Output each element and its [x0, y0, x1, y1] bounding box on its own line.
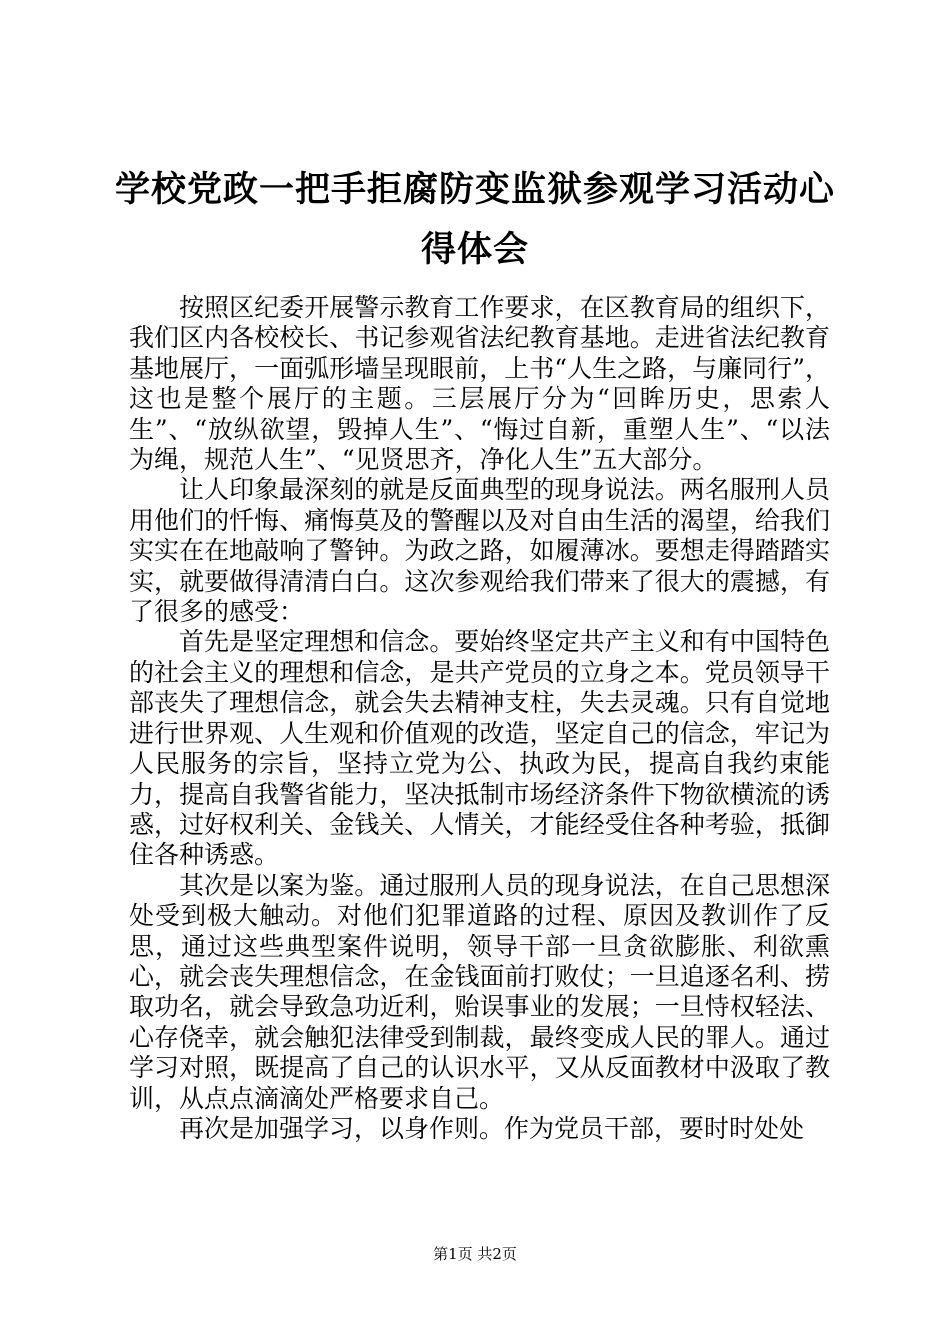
paragraph-4: 其次是以案为鉴。通过服刑人员的现身说法，在自己思想深处受到极大触动。对他们犯罪道路的过程、原因及教训作了反思，通过这些典型案件说明，领导干部一旦贪欲膨胀、利欲熏心，就会丧失理想信念，在金钱面前打败仗；一旦追逐名利、捞取功名，就会导致急功近利，贻误事业的发展；一旦恃权轻法、心存侥幸，就会触犯法律受到制裁，最终变成人民的罪人。通过学习对照，既提高了自己的认识水平，又从反面教材中汲取了教训，从点点滴滴处严格要求自己。 [129, 870, 830, 1113]
paragraph-5: 再次是加强学习，以身作则。作为党员干部，要时时处处 [179, 1113, 805, 1143]
paragraph-1: 按照区纪委开展警示教育工作要求，在区教育局的组织下，我们区内各校校长、书记参观省法纪教育基地。走进省法纪教育基地展厅，一面弧形墙呈现眼前，上书“人生之路，与廉同行”，这也是整个展厅的主题。三层展厅分为“回眸历史，思索人生”、“放纵欲望，毁掉人生”、“悔过自新，重塑人生”、“以法为绳，规范人生”、“见贤思齐，净化人生”五大部分。 [129, 293, 830, 475]
page-number-footer: 第1页 共2页 [433, 1245, 517, 1263]
document-body [129, 293, 830, 1144]
paragraph-2: 让人印象最深刻的就是反面典型的现身说法。两名服刑人员用他们的忏悔、痛悔莫及的警醒以及对自由生活的渴望，给我们实实在在地敲响了警钟。为政之路，如履薄冰。要想走得踏踏实实，就要做得清清白白。这次参观给我们带来了很大的震撼，有了很多的感受： [129, 475, 830, 627]
page-title: 学校党政一把手拒腐防变监狱参观学习活动心得体会 [114, 169, 835, 270]
paragraph-3: 首先是坚定理想和信念。要始终坚定共产主义和有中国特色的社会主义的理想和信念，是共产党员的立身之本。党员领导干部丧失了理想信念，就会失去精神支柱，失去灵魂。只有自觉地进行世界观、人生观和价值观的改造，坚定自己的信念，牢记为人民服务的宗旨，坚持立党为公、执政为民，提高自我约束能力，提高自我警省能力，坚决抵制市场经济条件下物欲横流的诱惑，过好权利关、金钱关、人情关，才能经受住各种考验，抵御住各种诱惑。 [129, 627, 830, 870]
